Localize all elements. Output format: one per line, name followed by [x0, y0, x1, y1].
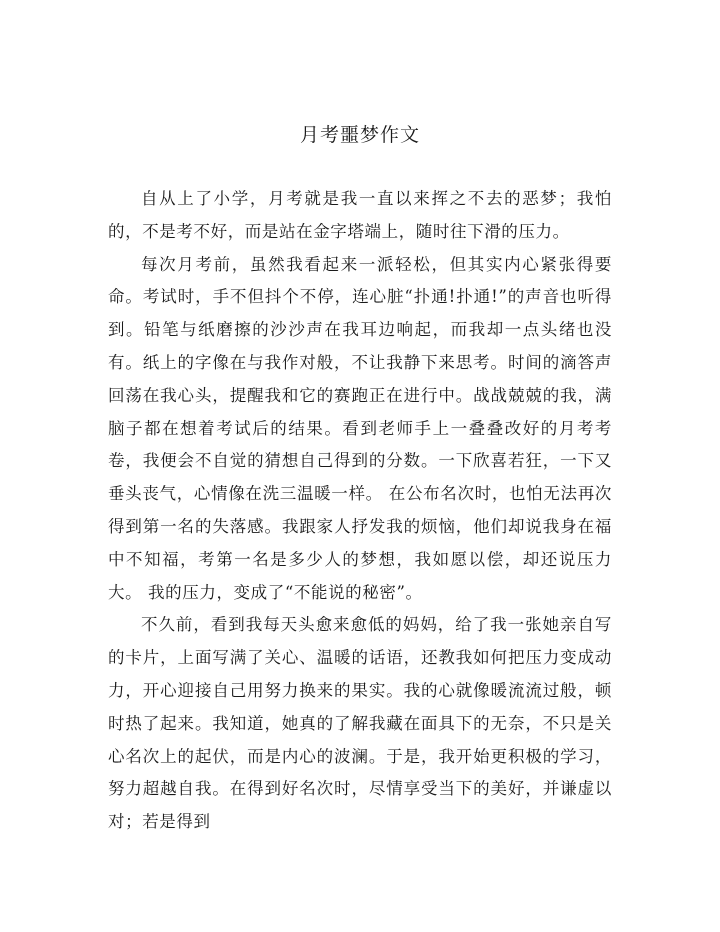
- paragraph-3: 不久前，看到我每天头愈来愈低的妈妈，给了我一张她亲自写的卡片，上面写满了关心、温暖的话语，还教我如何把压力变成动力，开心迎接自己用努力换来的果实。我的心就像暖流流过般，顿时热了起来。我知道，她真的了解我藏在面具下的无奈，不只是关心名次上的起伏，而是内心的波澜。于是，我开始更积极的学习， 努力超越自我。在得到好名次时，尽情享受当下的美好，并谦虚以对；若是得到: [108, 615, 612, 832]
- page-title: 月考噩梦作文: [299, 124, 420, 146]
- essay-body: [108, 183, 612, 839]
- paragraph-2: 每次月考前，虽然我看起来一派轻松，但其实内心紧张得要命。考试时，手不但抖个不停，连心脏“扑通!扑通!”的声音也听得到。铅笔与纸磨擦的沙沙声在我耳边响起，而我却一点头绪也没有。纸上的字像在与我作对般，不让我静下来思考。时间的滴答声回荡在我心头，提醒我和它的赛跑正在进行中。战战兢兢的我，满脑子都在想着考试后的结果。看到老师手上一叠叠改好的月考考卷，我便会不自觉的猜想自己得到的分数。一下欣喜若狂，一下又垂头丧气，心情像在洗三温暖一样。 在公布名次时，也怕无法再次得到第一名的失落感。我跟家人抒发我的烦恼，他们却说我身在福中不知福，考第一名是多少人的梦想，我如愿以偿，却还说压力大。 我的压力，变成了“不能说的秘密”。: [108, 254, 612, 602]
- paragraph-1: 自从上了小学，月考就是我一直以来挥之不去的恶梦；我怕的，不是考不好，而是站在金字塔端上，随时往下滑的压力。: [108, 189, 612, 241]
